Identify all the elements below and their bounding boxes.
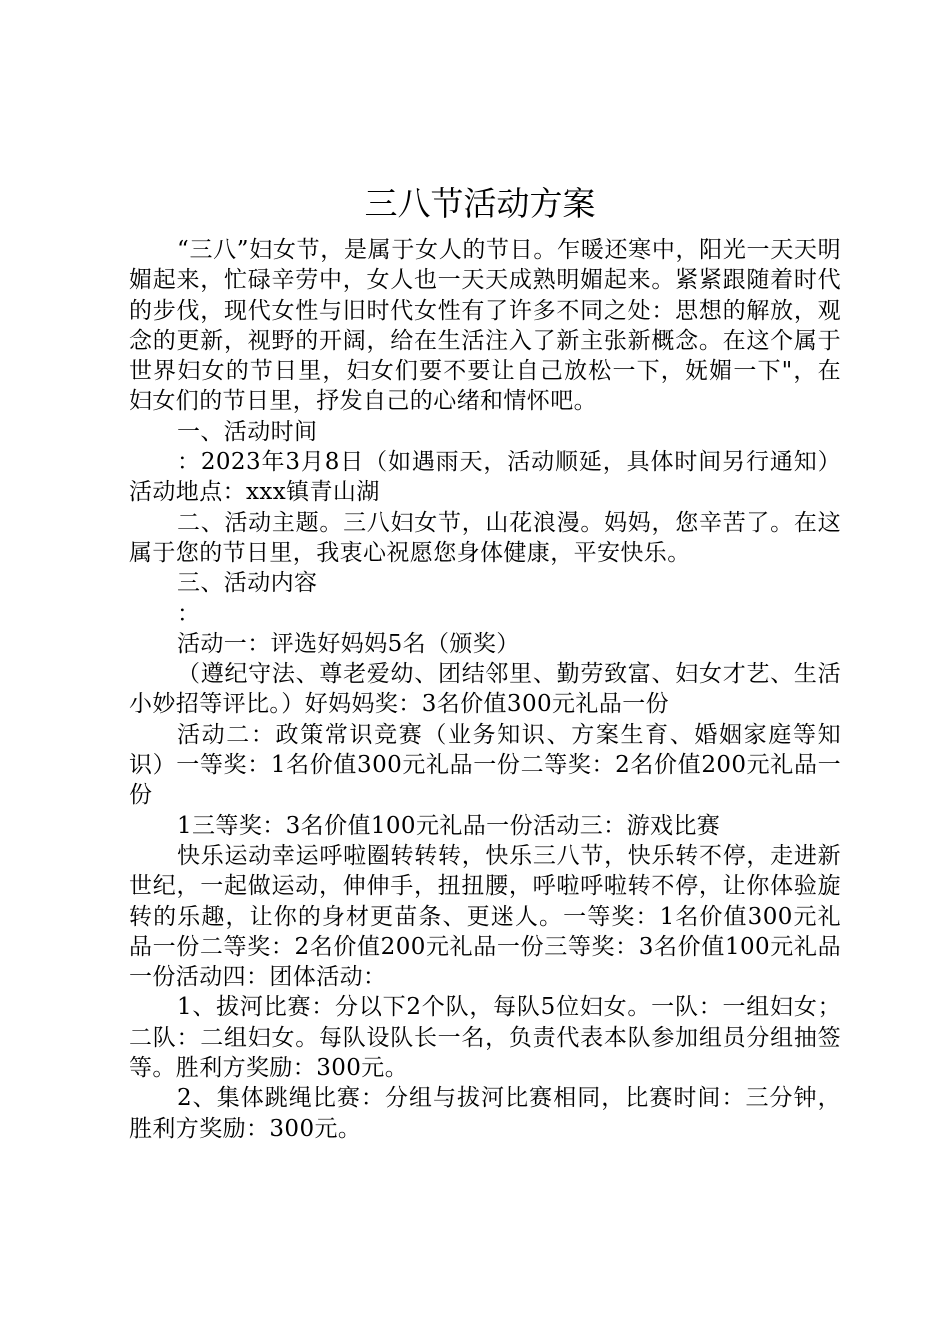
activity-one-paragraph: （遵纪守法、尊老爱幼、团结邻里、勤劳致富、妇女才艺、生活小妙招等评比。）好妈妈奖：3名价值300元礼品一份 [129, 661, 841, 718]
intro-paragraph: “三八”妇女节，是属于女人的节日。乍暖还寒中，阳光一天天明媚起来，忙碌辛劳中，女人也一天天成熟明媚起来。紧紧跟随着时代的步伐，现代女性与旧时代女性有了许多不同之处：思想的解放，观念的更新，视野的开阔，给在生活注入了新主张新概念。在这个属于世界妇女的节日里，妇女们要不要让自己放松一下，妩媚一下"，在妇女们的节日里，抒发自己的心绪和情怀吧。 [129, 237, 841, 415]
hula-hoop-paragraph: 快乐运动幸运呼啦圈转转转，快乐三八节，快乐转不停，走进新世纪，一起做运动，伸伸手，扭扭腰，呼啦呼啦转不停，让你体验旋转的乐趣，让你的身材更苗条、更迷人。一等奖：1名价值300元礼品一份二等奖：2名价值200元礼品一份三等奖：3名价值100元礼品一份活动四：团体活动： [129, 842, 841, 991]
activity-one-heading: 活动一：评选好妈妈5名（颁奖） [177, 630, 520, 657]
time-location-paragraph: ：2023年3月8日（如遇雨天，活动顺延，具体时间另行通知）活动地点：xxx镇青山湖 [129, 449, 841, 506]
section-heading-content: 三、活动内容 [177, 570, 318, 597]
rope-skipping-paragraph: 2、集体跳绳比赛：分组与拔河比赛相同，比赛时间：三分钟，胜利方奖励：300元。 [129, 1085, 841, 1142]
activity-two-paragraph: 活动二：政策常识竞赛（业务知识、方案生育、婚姻家庭等知识）一等奖：1名价值300元礼品一份二等奖：2名价值200元礼品一份 [129, 721, 841, 809]
section-heading-time: 一、活动时间 [177, 418, 318, 445]
tug-of-war-paragraph: 1、拔河比赛：分以下2个队，每队5位妇女。一队：一组妇女；二队：二组妇女。每队设队长一名，负责代表本队参加组员分组抽签等。胜利方奖励：300元。 [129, 994, 841, 1082]
document-body [129, 235, 841, 1144]
colon-line: ： [177, 600, 201, 627]
theme-paragraph: 二、活动主题。三八妇女节，山花浪漫。妈妈，您辛苦了。在这属于您的节日里，我衷心祝愿您身体健康，平安快乐。 [129, 509, 841, 566]
activity-three-line: 1三等奖：3名价值100元礼品一份活动三：游戏比赛 [177, 812, 721, 839]
document-title: 三八节活动方案 [364, 184, 596, 223]
